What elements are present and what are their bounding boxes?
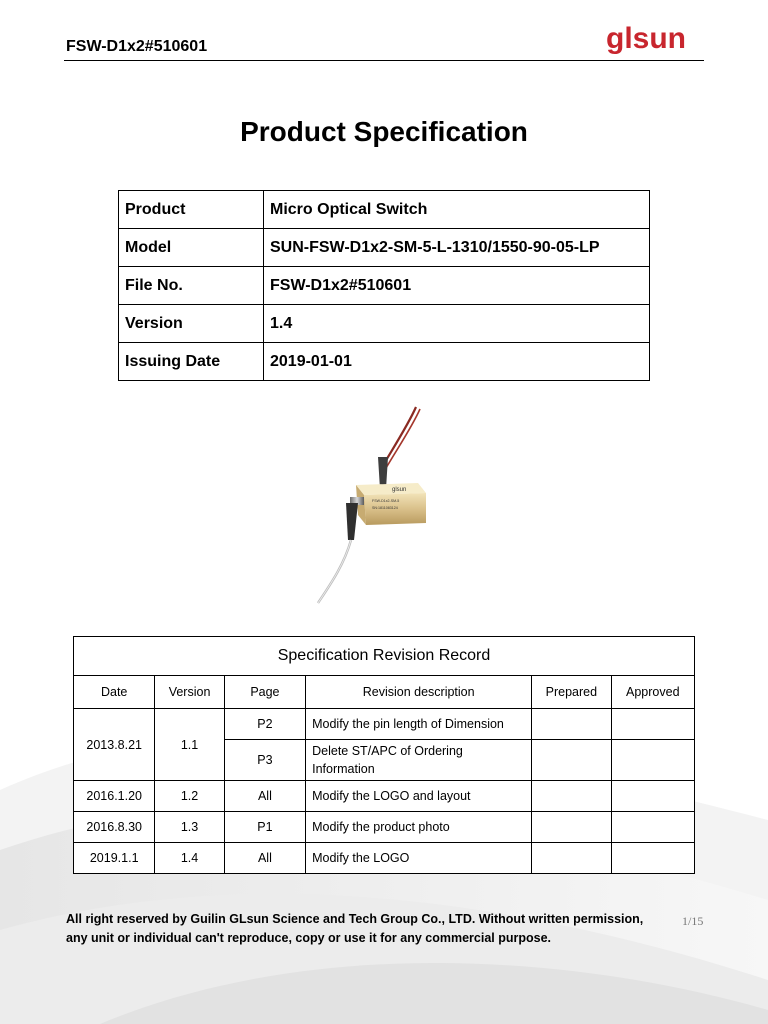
info-value: 1.4: [264, 305, 650, 343]
svg-text:glsun: glsun: [606, 24, 686, 55]
info-value: SUN-FSW-D1x2-SM-5-L-1310/1550-90-05-LP: [264, 229, 650, 267]
info-label: Model: [119, 229, 264, 267]
revision-approved: [611, 843, 694, 874]
revision-date: 2016.8.30: [74, 812, 155, 843]
table-row: [74, 709, 695, 740]
info-label: Issuing Date: [119, 343, 264, 381]
glsun-logo: [604, 24, 704, 60]
footer-line-2: any unit or individual can't reproduce, copy or use it for any commercial purpose.: [66, 931, 552, 945]
header-version: Version: [155, 676, 224, 709]
product-info-table: [118, 190, 650, 381]
header-divider: [64, 60, 704, 61]
page-title: Product Specification: [240, 116, 528, 147]
revision-record-table: [73, 636, 695, 874]
revision-description: Modify the product photo: [306, 812, 532, 843]
revision-table-title: Specification Revision Record: [74, 637, 695, 676]
info-label: Version: [119, 305, 264, 343]
revision-approved: [611, 709, 694, 740]
revision-date: 2019.1.1: [74, 843, 155, 874]
revision-prepared: [532, 740, 611, 781]
table-row: [74, 843, 695, 874]
footer-line-1: All right reserved by Guilin GLsun Science and Tech Group Co., LTD. Without written permission,: [66, 912, 644, 926]
info-row-file-no: [119, 267, 650, 305]
revision-prepared: [532, 781, 611, 812]
info-label: Product: [119, 191, 264, 229]
revision-page: All: [224, 781, 305, 812]
revision-description: Modify the LOGO and layout: [306, 781, 532, 812]
page-number: 1/15: [682, 914, 704, 928]
revision-approved: [611, 781, 694, 812]
revision-approved: [611, 740, 694, 781]
table-row: [74, 781, 695, 812]
svg-text:SN:1811083124: SN:1811083124: [372, 506, 398, 510]
revision-prepared: [532, 812, 611, 843]
info-row-model: [119, 229, 650, 267]
revision-page: All: [224, 843, 305, 874]
revision-description: Modify the pin length of Dimension: [306, 709, 532, 740]
revision-version: 1.1: [155, 709, 224, 781]
revision-description: Modify the LOGO: [306, 843, 532, 874]
revision-header-row: [74, 676, 695, 709]
svg-text:FSW-D1x2-SM-5: FSW-D1x2-SM-5: [372, 499, 400, 503]
revision-description: Delete ST/APC of Ordering Information: [306, 740, 532, 781]
revision-version: 1.2: [155, 781, 224, 812]
revision-version: 1.3: [155, 812, 224, 843]
info-row-product: [119, 191, 650, 229]
revision-page: P1: [224, 812, 305, 843]
header-page: Page: [224, 676, 305, 709]
info-row-version: [119, 305, 650, 343]
info-row-issuing-date: [119, 343, 650, 381]
revision-approved: [611, 812, 694, 843]
revision-page: P3: [224, 740, 305, 781]
revision-page: P2: [224, 709, 305, 740]
header-prepared: Prepared: [532, 676, 611, 709]
info-value: 2019-01-01: [264, 343, 650, 381]
revision-version: 1.4: [155, 843, 224, 874]
product-photo: [300, 405, 450, 605]
copyright-footer: [66, 910, 716, 948]
revision-prepared: [532, 843, 611, 874]
info-value: Micro Optical Switch: [264, 191, 650, 229]
revision-date: 2016.1.20: [74, 781, 155, 812]
info-value: FSW-D1x2#510601: [264, 267, 650, 305]
info-label: File No.: [119, 267, 264, 305]
header-date: Date: [74, 676, 155, 709]
header-file-code: FSW-D1x2#510601: [66, 38, 208, 55]
header-approved: Approved: [611, 676, 694, 709]
table-row: [74, 812, 695, 843]
svg-text:glsun: glsun: [392, 487, 407, 493]
revision-date: 2013.8.21: [74, 709, 155, 781]
revision-prepared: [532, 709, 611, 740]
header-revision-description: Revision description: [306, 676, 532, 709]
